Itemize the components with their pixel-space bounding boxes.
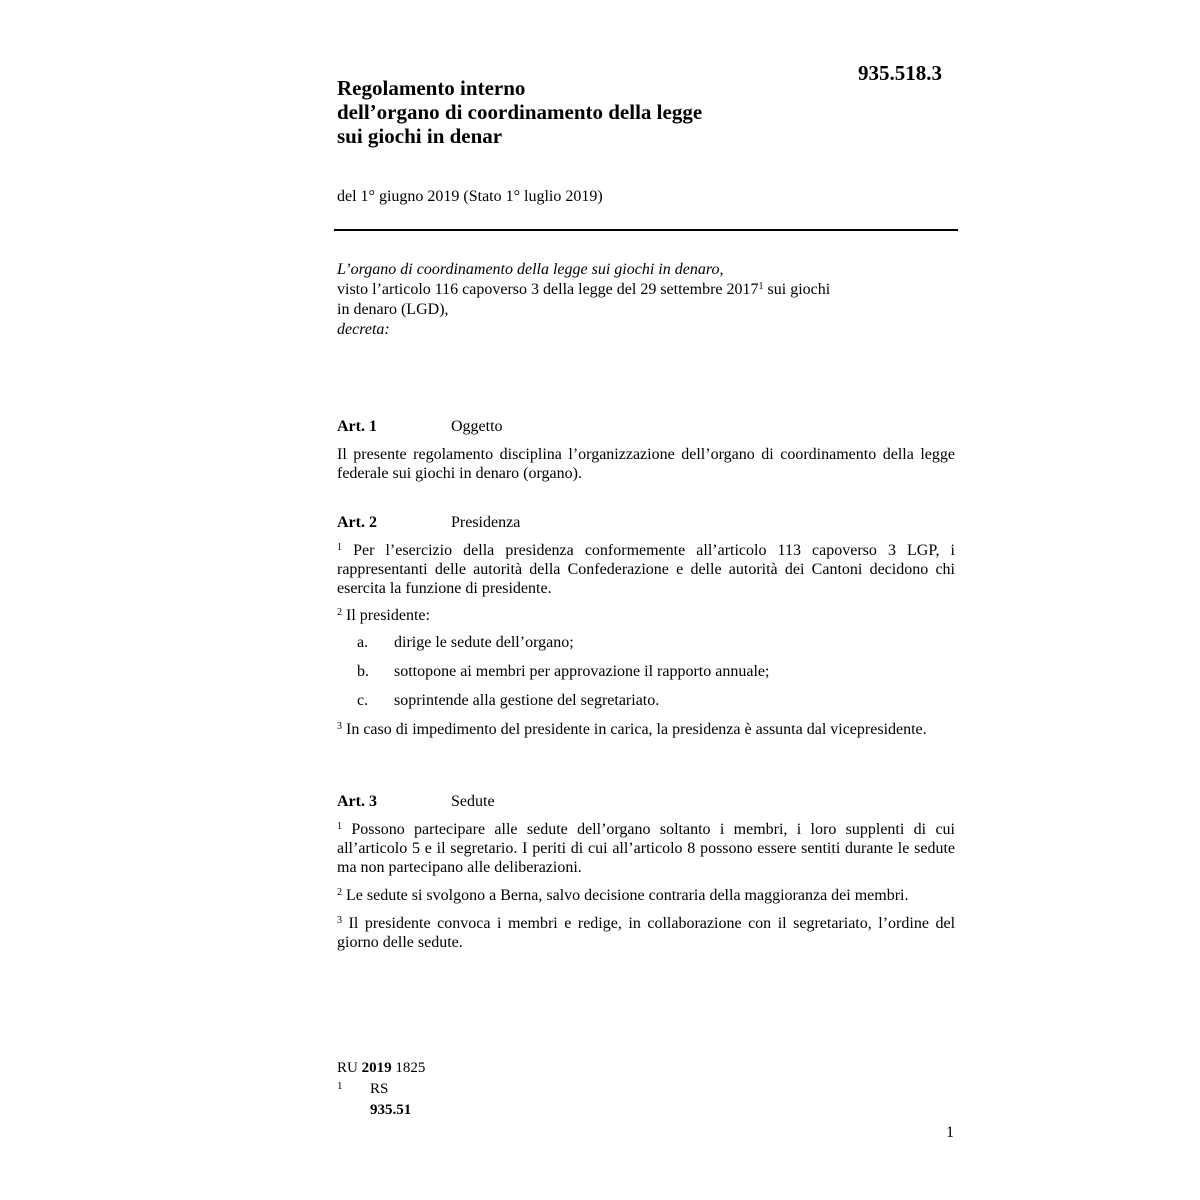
article-heading [337, 513, 955, 533]
article-paragraph [337, 541, 955, 598]
ru-prefix: RU [337, 1060, 362, 1076]
article-paragraph [337, 886, 955, 905]
preamble-issuer: L’organo di coordinamento della legge sui giochi in denaro, [337, 261, 724, 278]
article-paragraph [337, 820, 955, 877]
paragraph-text: Le sedute si svolgono a Berna, salvo decisione contraria della maggioranza dei membri. [346, 887, 909, 904]
footnote-prefix: RS [370, 1081, 389, 1097]
paragraph-number: 1 [337, 542, 342, 553]
list-item-text: soprintende alla gestione del segretariato. [394, 692, 660, 709]
preamble-decree: decreta: [337, 321, 390, 338]
title-line: sui giochi in denar [337, 124, 503, 148]
list-item-label: a. [357, 634, 369, 651]
article-heading [337, 417, 955, 437]
header-divider [334, 229, 958, 231]
preamble-basis [337, 280, 957, 320]
page-number: 1 [946, 1124, 954, 1141]
preamble [337, 260, 957, 340]
article-1 [337, 417, 955, 483]
list-item [337, 691, 955, 711]
paragraph-number: 2 [337, 887, 342, 898]
footnotes [337, 1058, 426, 1118]
paragraph-number: 3 [337, 721, 342, 732]
article-paragraph: Il presente regolamento disciplina l’organizzazione dell’organo di coordinamento della legge federale sui giochi in denaro (organo). [337, 446, 955, 482]
list-item-text: sottopone ai membri per approvazione il rapporto annuale; [394, 663, 770, 680]
preamble-basis-text: visto l’articolo 116 capoverso 3 della legge del 29 settembre 2017 [337, 281, 759, 298]
footnote-1 [337, 1079, 425, 1118]
list-item-label: b. [357, 663, 369, 680]
paragraph-number: 1 [337, 821, 342, 832]
ru-year: 2019 [361, 1060, 392, 1076]
title-line: Regolamento interno [337, 76, 526, 100]
article-paragraph [337, 606, 955, 625]
footnote-number: 1 [337, 1080, 343, 1092]
article-heading [337, 792, 955, 812]
list-item [337, 633, 955, 653]
list-item [337, 662, 955, 682]
footnote-ref[interactable]: 1 [758, 281, 764, 292]
enumeration-list [337, 633, 955, 711]
paragraph-text: Per l’esercizio della presidenza conformemente all’articolo 113 capoverso 3 LGP, i rappresentanti delle autorità della Confederazione e delle autorità dei Cantoni decidono chi esercita la funzione di presidente. [337, 542, 956, 597]
article-title: Oggetto [451, 418, 503, 435]
article-2 [337, 513, 955, 739]
paragraph-number: 2 [337, 607, 342, 618]
article-title: Sedute [451, 793, 495, 810]
paragraph-text: Il presidente: [346, 607, 430, 624]
document-date: del 1° giugno 2019 (Stato 1° luglio 2019) [337, 188, 603, 205]
preamble-basis-text: in denaro (LGD), [337, 301, 449, 318]
article-3 [337, 792, 955, 952]
list-item-label: c. [357, 692, 369, 709]
sr-number: 935.518.3 [858, 61, 942, 85]
list-item-text: dirige le sedute dell’organo; [394, 634, 574, 651]
paragraph-text: In caso di impedimento del presidente in carica, la presidenza è assunta dal vicepresidente. [346, 721, 927, 738]
ru-page: 1825 [391, 1060, 426, 1076]
paragraph-number: 3 [337, 915, 342, 926]
paragraph-text: Possono partecipare alle sedute dell’organo soltanto i membri, i loro supplenti di cui all’articolo 5 e il segretario. I periti di cui all’articolo 8 possono essere sentiti durante le sedute ma non partecipano alle deliberazioni. [337, 821, 955, 876]
article-number: Art. 1 [337, 418, 377, 435]
footnote-link[interactable]: 935.51 [370, 1102, 412, 1118]
footnote-text [370, 1079, 425, 1121]
title-line: dell’organo di coordinamento della legge [337, 100, 703, 124]
official-compilation-ref [337, 1058, 425, 1079]
paragraph-text: Il presidente convoca i membri e redige, in collaborazione con il segretariato, l’ordine del giorno delle sedute. [337, 915, 956, 951]
article-title: Presidenza [451, 514, 521, 531]
article-number: Art. 2 [337, 514, 377, 531]
preamble-basis-text: sui giochi [763, 281, 831, 298]
article-paragraph [337, 914, 955, 952]
document-title [337, 76, 702, 148]
article-number: Art. 3 [337, 793, 377, 810]
article-paragraph [337, 720, 955, 739]
